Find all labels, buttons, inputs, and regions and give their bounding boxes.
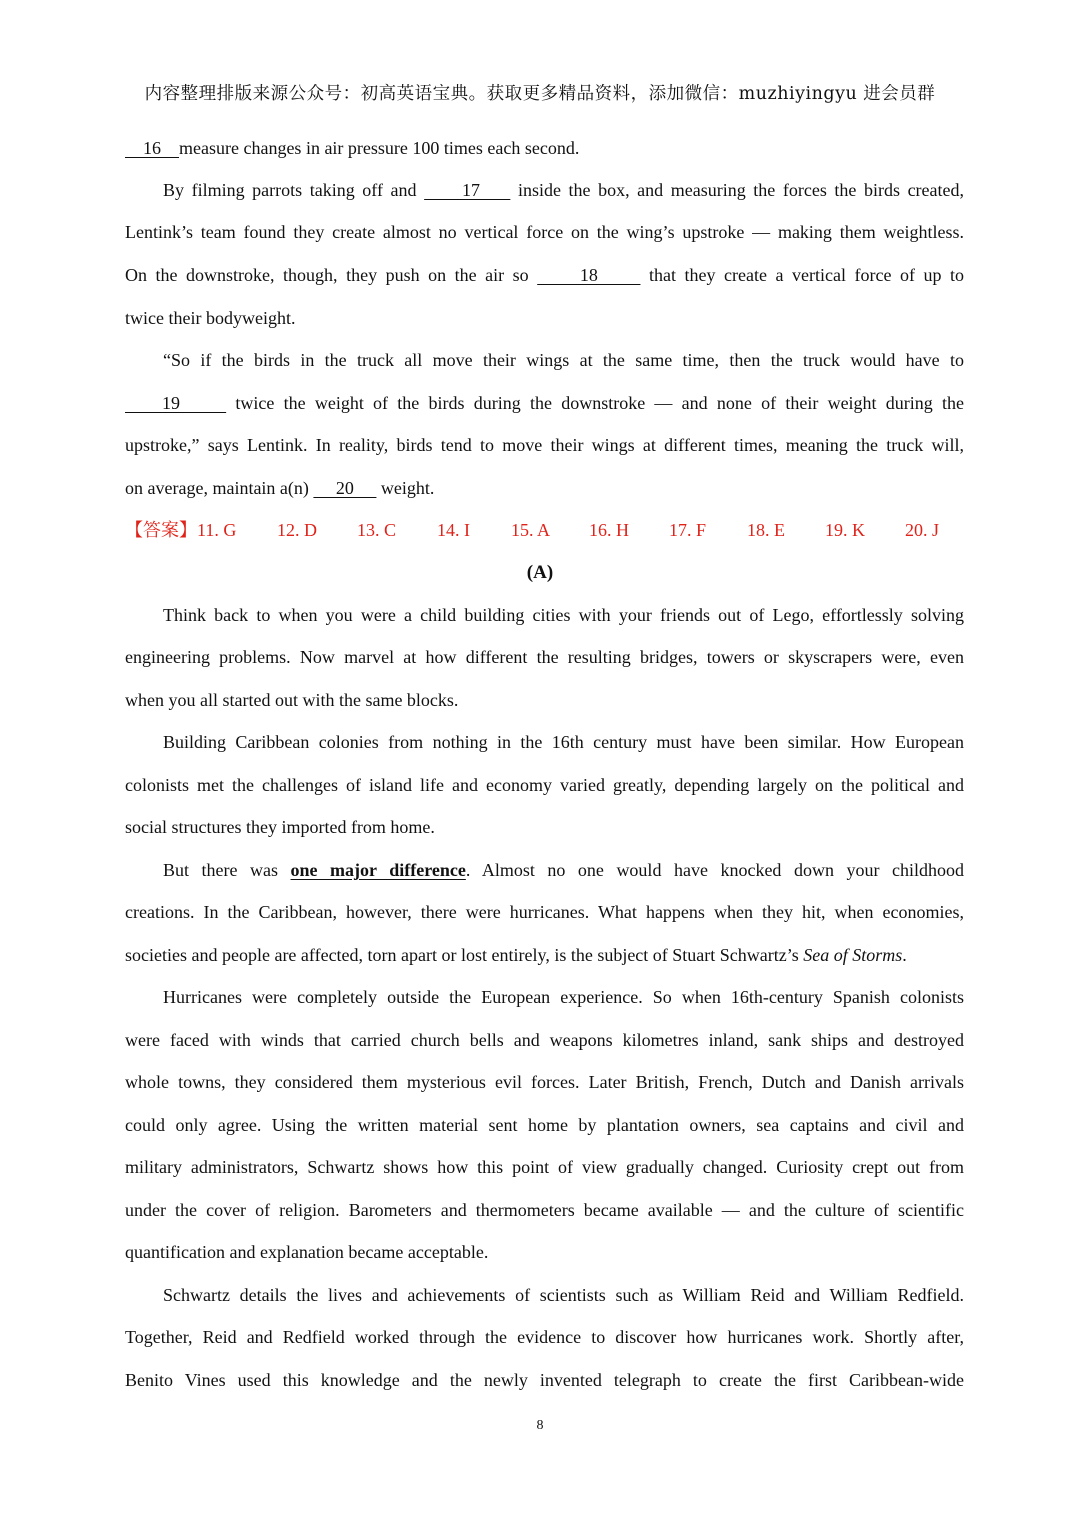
section-heading: (A) <box>526 562 554 583</box>
text-line: engineering problems. Now marvel at how different the resulting bridges, towers or skyscrapers were, even <box>125 647 964 667</box>
answer-item: 16. H <box>589 520 629 540</box>
text-line: Think back to when you were a child building cities with your friends out of Lego, effortlessly solving <box>163 605 964 625</box>
text-line <box>125 136 964 160</box>
text-line: whole towns, they considered them mysterious evil forces. Later British, French, Dutch and Danish arrivals <box>125 1072 964 1092</box>
text-line <box>125 391 964 415</box>
line-text: on average, maintain a(n) <box>125 478 314 498</box>
text-line <box>125 858 964 882</box>
answer-blank-18: 18 <box>537 265 641 285</box>
answer-blank-20: 20 <box>313 478 377 498</box>
answer-item: 15. A <box>511 520 551 540</box>
book-title: Sea of Storms <box>803 945 903 965</box>
answer-item: 14. I <box>437 520 470 540</box>
answer-item: 13. C <box>357 520 397 540</box>
answer-item: 12. D <box>277 520 317 540</box>
text-line: Building Caribbean colonies from nothing in the 16th century must have been similar. How European <box>163 732 964 752</box>
answer-blank-16: 16 <box>125 138 179 158</box>
answer-blank-19: 19 <box>125 393 227 413</box>
text-line: creations. In the Caribbean, however, there were hurricanes. What happens when they hit, when economies, <box>125 902 964 922</box>
line-text: By filming parrots taking off and <box>163 180 425 200</box>
text-line: upstroke,” says Lentink. In reality, birds tend to move their wings at different times, meaning the truck will, <box>125 435 964 455</box>
answer-item: 19. K <box>825 520 865 540</box>
answer-key <box>125 518 964 542</box>
text-line <box>125 263 964 287</box>
line-text: . <box>902 945 907 965</box>
page-header: 内容整理排版来源公众号：初高英语宝典。获取更多精品资料，添加微信：muzhiyingyu 进会员群 <box>144 84 936 104</box>
page-number: 8 <box>536 1418 544 1433</box>
text-line: military administrators, Schwartz shows how this point of view gradually changed. Curiosity crept out from <box>125 1157 964 1177</box>
line-text: inside the box, and measuring the forces the birds created, <box>510 180 965 200</box>
line-text: measure changes in air pressure 100 times each second. <box>179 138 580 158</box>
line-text: that they create a vertical force of up to <box>648 265 965 285</box>
line-text: . Almost no one would have knocked down your childhood <box>465 860 964 880</box>
text-line: under the cover of religion. Barometers and thermometers became available — and the culture of scientific <box>125 1200 964 1220</box>
text-line: colonists met the challenges of island life and economy varied greatly, depending largely on the political and <box>125 775 964 795</box>
text-line: “So if the birds in the truck all move their wings at the same time, then the truck would have to <box>163 350 964 370</box>
text-line: could only agree. Using the written material sent home by plantation owners, sea captains and civil and <box>125 1115 964 1135</box>
answer-item: 11. G <box>197 520 237 540</box>
text-line: social structures they imported from home. <box>125 817 435 837</box>
text-line: were faced with winds that carried church bells and weapons kilometres inland, sank ships and destroyed <box>125 1030 964 1050</box>
text-line: Schwartz details the lives and achievements of scientists such as William Reid and William Redfield. <box>163 1285 964 1305</box>
text-line: twice their bodyweight. <box>125 308 296 328</box>
key-phrase: one major difference <box>290 860 466 880</box>
line-text: societies and people are affected, torn apart or lost entirely, is the subject of Stuart Schwartz’s <box>125 945 804 965</box>
text-line <box>125 476 964 500</box>
line-text: weight. <box>376 478 435 498</box>
answer-item: 20. J <box>905 520 940 540</box>
line-text: But there was <box>163 860 291 880</box>
line-text: twice the weight of the birds during the downstroke — and none of their weight during the <box>235 393 965 413</box>
text-line: Benito Vines used this knowledge and the newly invented telegraph to create the first Caribbean-wide <box>125 1370 964 1390</box>
text-line <box>125 178 964 202</box>
answer-blank-17: 17 <box>424 180 511 200</box>
text-line: Together, Reid and Redfield worked through the evidence to discover how hurricanes work. Shortly after, <box>125 1327 964 1347</box>
text-line: quantification and explanation became acceptable. <box>125 1242 489 1262</box>
text-line <box>125 943 964 967</box>
answer-item: 17. F <box>669 520 707 540</box>
answer-label: 【答案】 <box>125 520 197 540</box>
line-text: On the downstroke, though, they push on the air so <box>125 265 529 285</box>
text-line: when you all started out with the same blocks. <box>125 690 459 710</box>
answer-item: 18. E <box>747 520 785 540</box>
text-line: Hurricanes were completely outside the European experience. So when 16th-century Spanish colonists <box>163 987 964 1007</box>
text-line: Lentink’s team found they create almost no vertical force on the wing’s upstroke — making them weightless. <box>125 222 964 242</box>
